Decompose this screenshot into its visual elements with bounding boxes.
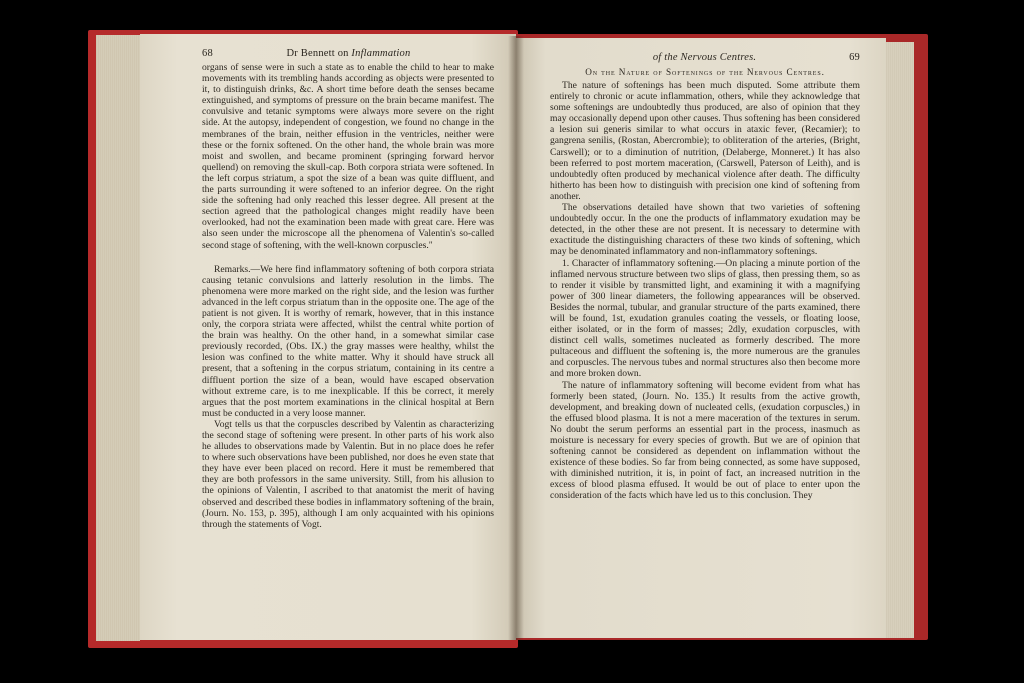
page-edges-right [884,42,914,638]
left-page-number: 68 [202,48,213,59]
page-edges-left [96,35,140,641]
right-paragraph-4: The nature of inflammatory softening will become evident from what has formerly been stated, (Journ. No. 135.) It results from the active growth, development, and breaking down of nucleated cells, (exudation corpuscles,) in the effused blood plasma. It is not a mere maceration of the textures in serum. No doubt the serum performs an essential part in the process, inasmuch as moisture is necessary for every species of growth. But we are of opinion that softening cannot be considered as dependent on inflammation without the existence of these bodies. So far from being connected, as some have supposed, with diminished nutrition, it is, in point of fact, an increased nutrition in the excess of blood plasma effused. It would be out of place to enter upon the consideration of the facts which have led us to this conclusion. They [550,379,860,502]
right-running-head [550,52,860,63]
book-gutter [508,36,524,640]
left-paragraph-2: Remarks.—We here find inflammatory softening of both corpora striata causing tetanic convulsions and latterly resolution in the limbs. The phenomena were more marked on the right side, and the lesion was further advanced in the left corpus striatum than in the opposite one. The age of the patient is not given. It is worthy of remark, however, that in this instance only, the corpora striata were affected, whilst the central white portion of the brain was healthy. On the other hand, in a somewhat similar case previously recorded, (Obs. IX.) the gray masses were healthy, whilst the lesion was confined to the white matter. Why it should have struck all present, that a softening in the corpus striatum, containing in its centre a diffluent portion the size of a bean, would have escaped observation without extreme care, is to me inexplicable. If this be correct, it merely argues that the post mortem examinations in the clinical hospital at Bern must be conducted in a very loose manner. [202,263,494,419]
right-running-title: of the Nervous Centres. [652,52,757,63]
right-page-number: 69 [849,52,860,63]
left-paragraph-1: organs of sense were in such a state as to enable the child to hear to make movements with its trembling hands according as objects were presented to it, to distinguish drinks, &c. A short time before death the senses became extinguished, and symptoms of pressure on the brain became manifest. The convulsive and tetanic symptoms were always more severe on the right side. At the autopsy, independent of congestion, we found no change in the membranes of the brain, neither effusion in the ventricles, neither were these or the fornix softened. On the other hand, the whole brain was more moist and swollen, and became prominent (springing forward hervor quellend) on removing the skull-cap. Both corpora striata were softened. In the left corpus striatum, a spot the size of a bean was quite diffluent, and the parts surrounding it were softened to an inferior degree. On the right side the softening had only reached this lesser degree. All present at the section agreed that the pathological changes might readily have been overlooked, had not the examination been made with great care. Here was also seen under the microscope all the phenomena of Valentin's so-called second stage of softening, with the well-known corpuscles." [202,62,494,251]
left-paragraph-3: Vogt tells us that the corpuscles described by Valentin as characterizing the second stage of softening were present. In other parts of his work also he alludes to observations made by Valentin. But in no place does he refer to where such observations have been published, nor does he even state that they have ever been placed on record. Here it must be remembered that they are both professors in the same university. Still, from his allusion to the opinions of Valentin, I ascribed to that anatomist the merit of having observed and described these bodies in inflammatory softening of the brain, (Journ. No. 153, p. 395), although I am only acquainted with his opinions through the statements of Vogt. [202,418,494,530]
right-page-text [550,80,860,502]
right-paragraph-3: 1. Character of inflammatory softening.—On placing a minute portion of the inflamed nervous structure between two slips of glass, then pressing them, so as to render it visible by transmitted light, and examining it with a magnifying power of 300 linear diameters, the following appearances will be observed. Besides the normal, tubular, and granular structure of the parts examined, there will be found, 1st, exudation granules coating the vessels, or floating loose, either isolated, or in the form of masses; 2dly, exudation corpuscles, with distinct cell walls, sometimes nucleated as formerly described. The more pultaceous and diffluent the softening is, the more numerous are the granules and corpuscles. The nervous tubes and normal structures also then become more and more broken down. [550,257,860,380]
section-heading: On the Nature of Softenings of the Nervous Centres. [585,67,825,77]
right-paragraph-1: The nature of softenings has been much disputed. Some attribute them entirely to chronic or acute inflammation, others, while they acknowledge that some softenings are undoubtedly thus produced, are also of opinion that they may occasionally depend upon other causes. Thus softening has been considered a lesion sui generis similar to what occurs in ataxic fever, (Recamier); to gangrena senilis, (Rostan, Abercrombie); to obliteration of the arteries, (Bright, Carswell); or to a diminution of nutrition, (Delaberge, Monneret.) It has also been referred to post mortem maceration, (Carswell, Paterson of Leith), and is undoubtedly often produced by mechanical violence after death. The difficulty hitherto has been how to distinguish with precision one kind of softening from another. [550,80,860,202]
right-page [516,38,886,638]
left-running-title: Dr Bennett on Inflammation [286,48,411,59]
left-page-text [202,62,494,530]
left-running-head [202,48,494,59]
left-page [140,34,516,640]
right-paragraph-2: The observations detailed have shown that two varieties of softening undoubtedly occur. In the one the products of inflammatory exudation may be detected, in the other these are not present. It is necessary to determine with exactitude the distinguishing characters of these two kinds of softening, which may be denominated inflammatory and non-inflammatory softenings. [550,202,860,258]
